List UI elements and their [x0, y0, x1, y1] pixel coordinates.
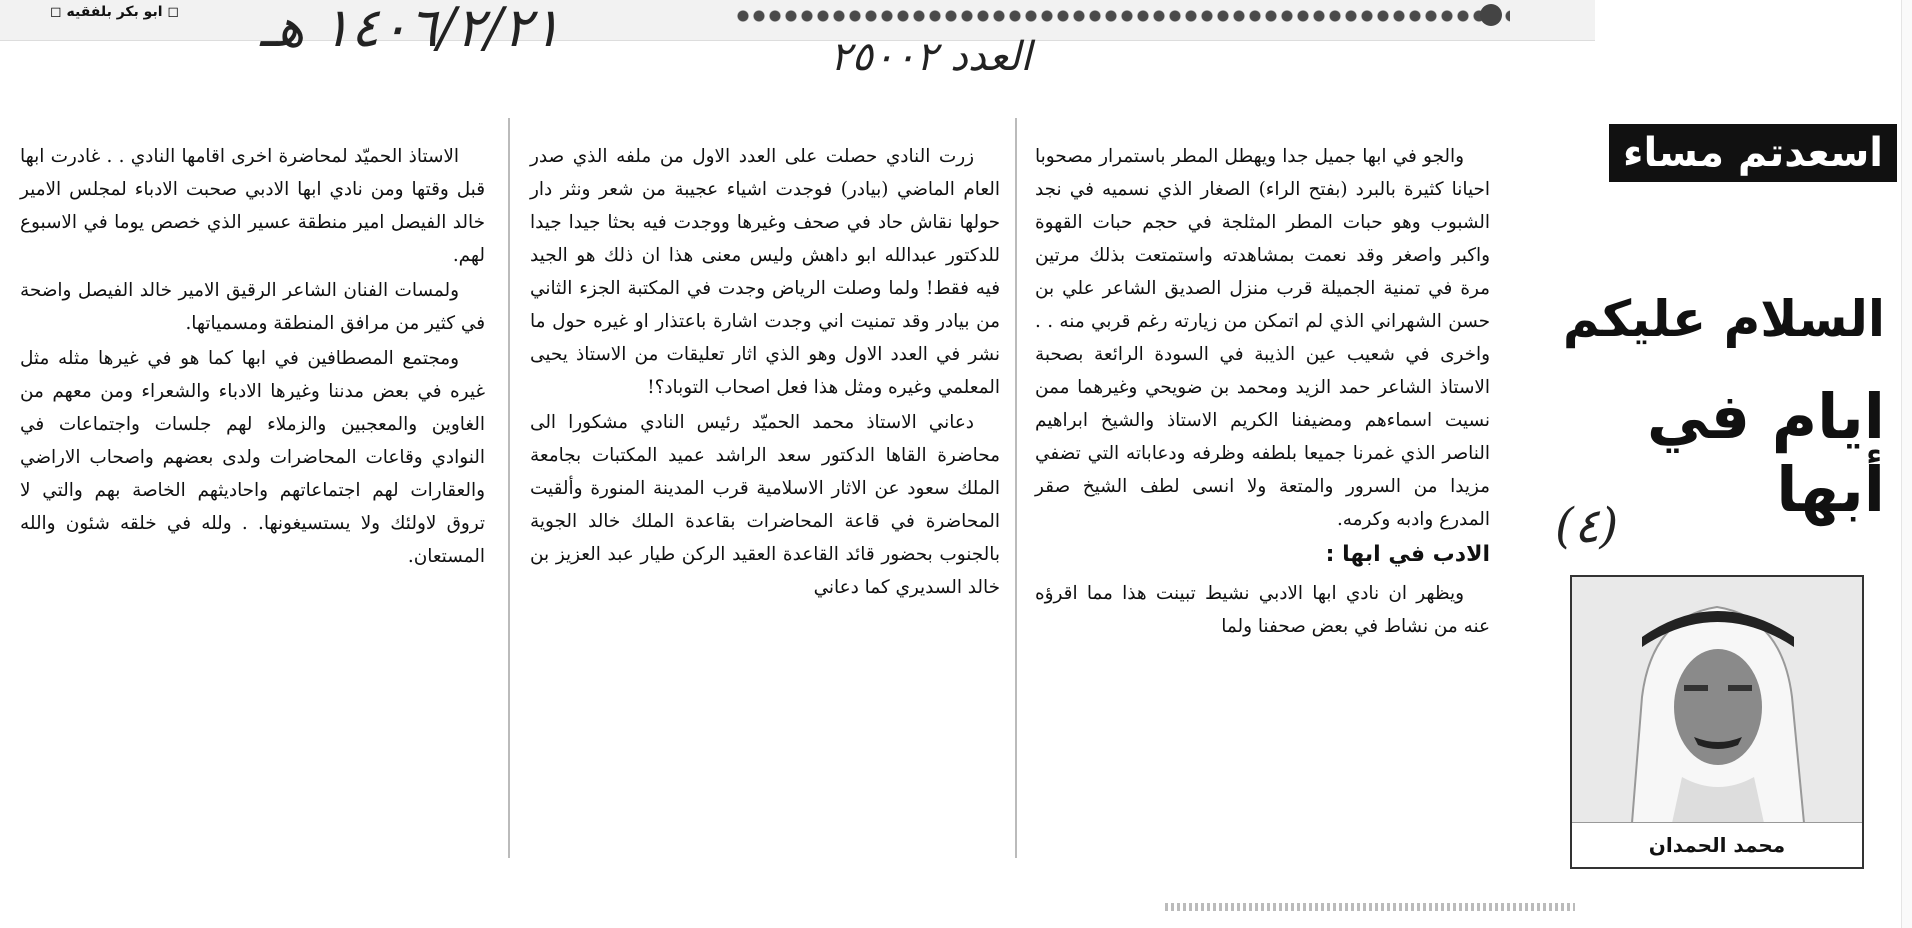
column-kicker: اسعدتم مساء [1609, 124, 1897, 182]
dotted-rule [735, 8, 1510, 24]
paragraph: دعاني الاستاذ محمد الحميّد رئيس النادي مشكورا الى محاضرة القاها الدكتور سعد الراشد عميد المكتبات بجامعة الملك سعود عن الاثار الاسلامية قرب المدينة المنورة وألقيت المحاضرة في قاعة المحاضرات بقاعدة الملك خالد الجوية بالجنوب بحضور قائد القاعدة العقيد الركن طيار عبد العزيز بن خالد السديري كما دعاني [530, 412, 1000, 598]
subheading: الادب في ابها : [1325, 542, 1490, 567]
bottom-noise-bar [1165, 903, 1575, 911]
author-portrait-image [1572, 577, 1862, 823]
paragraph: ولمسات الفنان الشاعر الرقيق الامير خالد الفيصل واضحة في كثير من مرافق المنطقة ومسمياتها. [20, 280, 485, 334]
author-photo [1570, 575, 1864, 869]
paragraph: والجو في ابها جميل جدا ويهطل المطر باستمرار مصحوبا احيانا كثيرة بالبرد (بفتح الراء) الصغار الذي نسميه في نجد الشبوب وهو حبات المطر المثلجة في حجم حبات القهوة واكبر واصغر وقد نعمت بمشاهدته واستمتعت بذلك مرتين مرة في تمنية الجميلة قرب منزل الصديق الشاعر علي بن حسن الشهراني الذي لم اتمكن من زيارته رغم قربي منه . . واخرى في شعيب عين الذيبة في السودة الرائعة بصحبة الاستاذ الشاعر حمد الزيد ومحمد بن ضويحي وغيرهما ممن نسيت اسماءهم ومضيفنا الكريم الاستاذ والشيخ ابراهيم الناصر الذي غمرنا جميعا بلطفه وظرفه ودعاباته التي تضفي مزيدا من السرور والمتعة ولا انسى لطف الشيخ صقر المدرع وادبه وكرمه. [1035, 146, 1490, 530]
handwritten-date: ١٤٠٦/٢/٢١ هـ [260, 0, 561, 59]
scan-edge [1901, 0, 1912, 928]
paragraph: الاستاذ الحميّد لمحاضرة اخرى اقامها النادي . . غادرت ابها قبل وقتها ومن نادي ابها الادبي صحبت الادباء لمجلس الامير خالد الفيصل امير منطقة عسير الذي خصص يوما في الاسبوع لهم. [20, 146, 485, 266]
byline: ◻ ابو بكر بلفقيه ◻ [50, 4, 180, 20]
paragraph: ويظهر ان نادي ابها الادبي نشيط تبينت هذا مما اقرؤه عنه من نشاط في بعض صحفنا ولما [1035, 583, 1490, 637]
article-column-2 [530, 140, 1000, 606]
article-column-3 [20, 140, 485, 575]
dot-ornament [1480, 4, 1502, 26]
column-divider [1015, 118, 1017, 858]
paragraph: ومجتمع المصطافين في ابها كما هو في غيرها مثله مثل غيره في بعض مدننا وغيرها الادباء والشعراء ومن معهم من الغاوين والمعجبين والزملاء لهم جلسات واجتماعات في النوادي وقاعات المحاضرات ولدى بعضهم واصحاب الاراضي والعقارات لهم اجتماعاتهم واحاديثهم الخاصة بهم والتي لا تروق لاولئك ولا يستسيغونها. . ولله في خلقه شئون والله المستعان. [20, 348, 485, 567]
article-column-1 [1035, 140, 1490, 645]
paragraph: زرت النادي حصلت على العدد الاول من ملفه الذي صدر العام الماضي (بيادر) فوجدت اشياء عجيبة من شعر ونثر دار حولها نقاش حاد في صحف وغيرها ووجدت فيه بحثا جيدا جيدا للدكتور عبدالله ابو داهش وليس معنى هذا ان ذلك هو الجيد فيه فقط! ولما وصلت الرياض وجدت في المكتبة الجزء الثاني من بيادر وقد تمنيت اني وجدت اشارة باعتذار او غيره حول ما نشر في العدد الاول وهو الذي اثار تعليقات من الاستاذ يحيى المعلمي وغيره ومثل هذا فعل اصحاب التوباد؟! [530, 146, 1000, 398]
author-name: محمد الحمدان [1572, 822, 1862, 867]
header-strip [0, 0, 1595, 41]
part-number: (٤) [1555, 498, 1619, 554]
headline-line-1: السلام عليكم [1562, 290, 1885, 348]
handwritten-issue-number: العدد ٢٥٠٠٢ [830, 34, 1032, 80]
headline-line-2: ايام في أبها [1646, 380, 1885, 526]
column-divider [508, 118, 510, 858]
